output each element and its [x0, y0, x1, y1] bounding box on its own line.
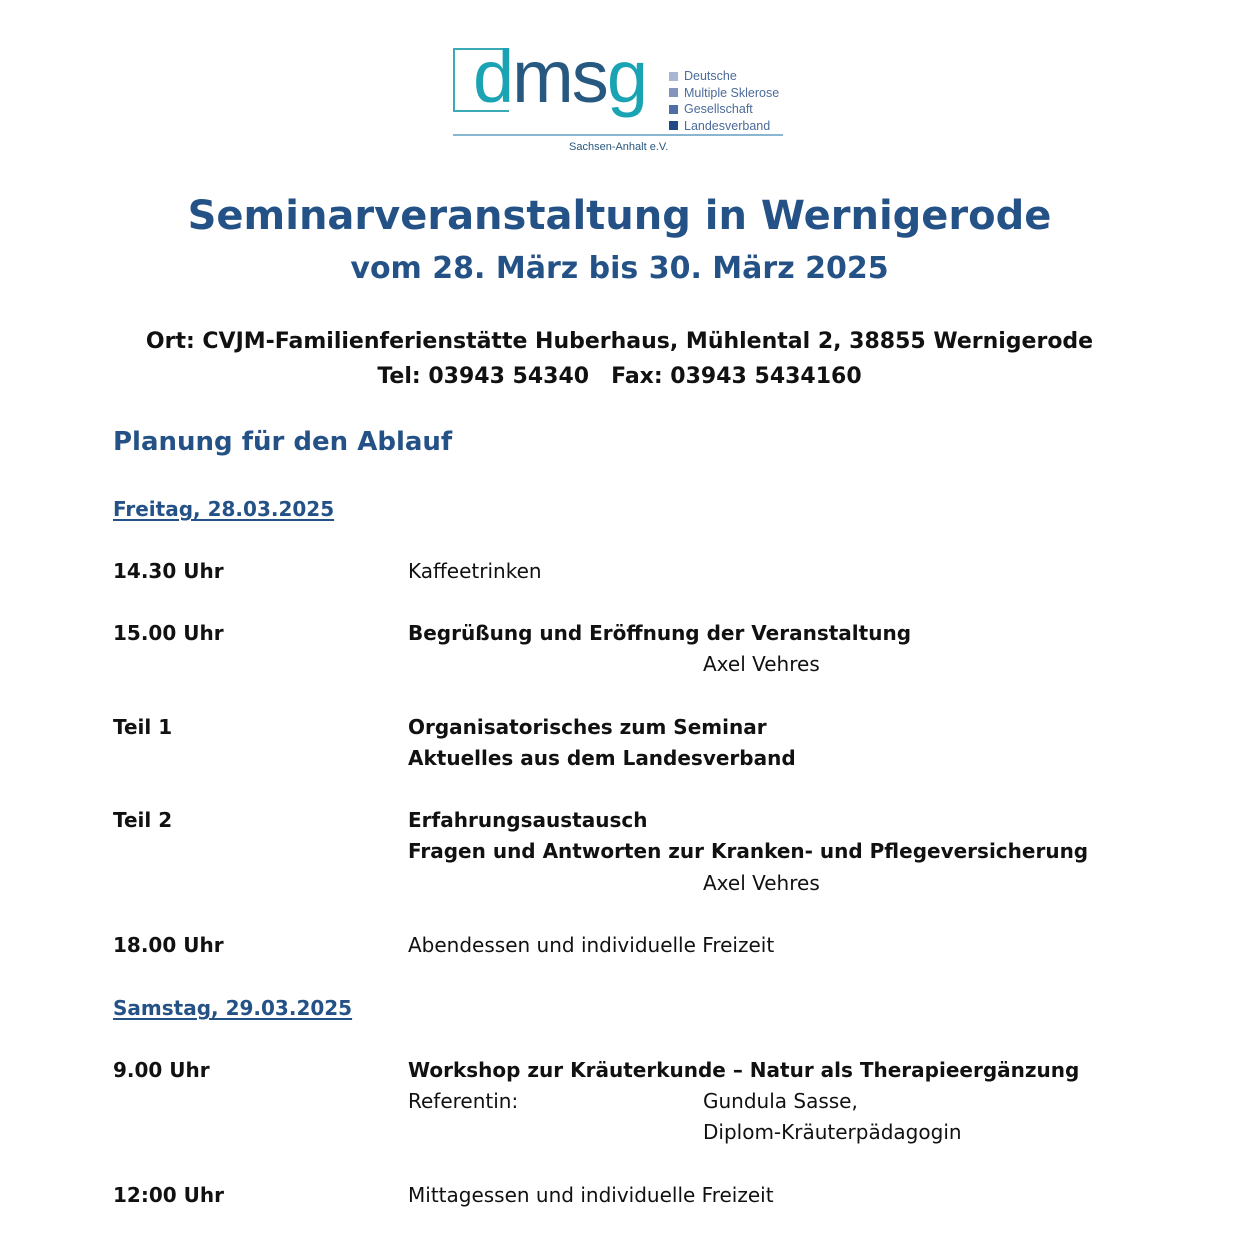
logo-line — [669, 118, 779, 135]
schedule-time: 12:00 Uhr — [113, 1183, 224, 1207]
logo-line-text: Deutsche — [684, 69, 737, 84]
dmsg-logo — [453, 35, 788, 158]
section-heading: Planung für den Ablauf — [113, 427, 453, 457]
logo-line — [669, 85, 779, 102]
logo-text-lines — [669, 68, 779, 134]
logo-subtitle: Sachsen-Anhalt e.V. — [569, 141, 669, 153]
schedule-description-2: Fragen und Antworten zur Kranken- und Pflegeversicherung — [408, 839, 1089, 863]
schedule-description: Abendessen und individuelle Freizeit — [408, 933, 775, 957]
referent-title: Diplom-Kräuterpädagogin — [703, 1120, 962, 1144]
schedule-description: Begrüßung und Eröffnung der Veranstaltung — [408, 621, 912, 645]
schedule-time: 18.00 Uhr — [113, 933, 224, 957]
schedule-time: 9.00 Uhr — [113, 1058, 210, 1082]
schedule-time: Teil 1 — [113, 715, 173, 739]
phone-number: Tel: 03943 54340 — [377, 364, 590, 389]
square-icon — [669, 88, 678, 97]
schedule-time: 14.30 Uhr — [113, 559, 224, 583]
logo-line — [669, 101, 779, 118]
referent-name: Gundula Sasse, — [703, 1089, 858, 1113]
schedule-description: Kaffeetrinken — [408, 559, 542, 583]
contact-line — [0, 364, 1239, 389]
fax-number: Fax: 03943 5434160 — [611, 364, 862, 389]
square-icon — [669, 105, 678, 114]
venue-address: Ort: CVJM-Familienferienstätte Huberhaus, Mühlental 2, 38855 Wernigerode — [145, 329, 1094, 354]
logo-line-text: Gesellschaft — [684, 102, 753, 117]
logo-line-text: Landesverband — [684, 118, 771, 133]
logo-line-text: Multiple Sklerose — [684, 85, 780, 100]
schedule-description-2: Aktuelles aus dem Landesverband — [408, 746, 796, 770]
page-title: Seminarveranstaltung in Wernigerode — [187, 193, 1052, 239]
schedule-speaker: Axel Vehres — [703, 652, 820, 676]
schedule-description: Mittagessen und individuelle Freizeit — [408, 1183, 774, 1207]
schedule-description: Erfahrungsaustausch — [408, 808, 648, 832]
schedule-speaker: Axel Vehres — [703, 871, 820, 895]
square-icon — [669, 72, 678, 81]
square-icon — [669, 121, 678, 130]
schedule-description: Workshop zur Kräuterkunde – Natur als Therapieergänzung — [408, 1058, 1080, 1082]
day-heading-friday: Freitag, 28.03.2025 — [113, 497, 335, 521]
logo-divider — [453, 134, 783, 136]
date-range: vom 28. März bis 30. März 2025 — [350, 251, 889, 286]
schedule-time: Teil 2 — [113, 808, 173, 832]
logo-wordmark: dmsg — [473, 35, 646, 118]
logo-line — [669, 68, 779, 85]
schedule-description: Organisatorisches zum Seminar — [408, 715, 767, 739]
schedule-time: 15.00 Uhr — [113, 621, 224, 645]
day-heading-saturday: Samstag, 29.03.2025 — [113, 996, 353, 1020]
referent-label: Referentin: — [408, 1089, 519, 1113]
